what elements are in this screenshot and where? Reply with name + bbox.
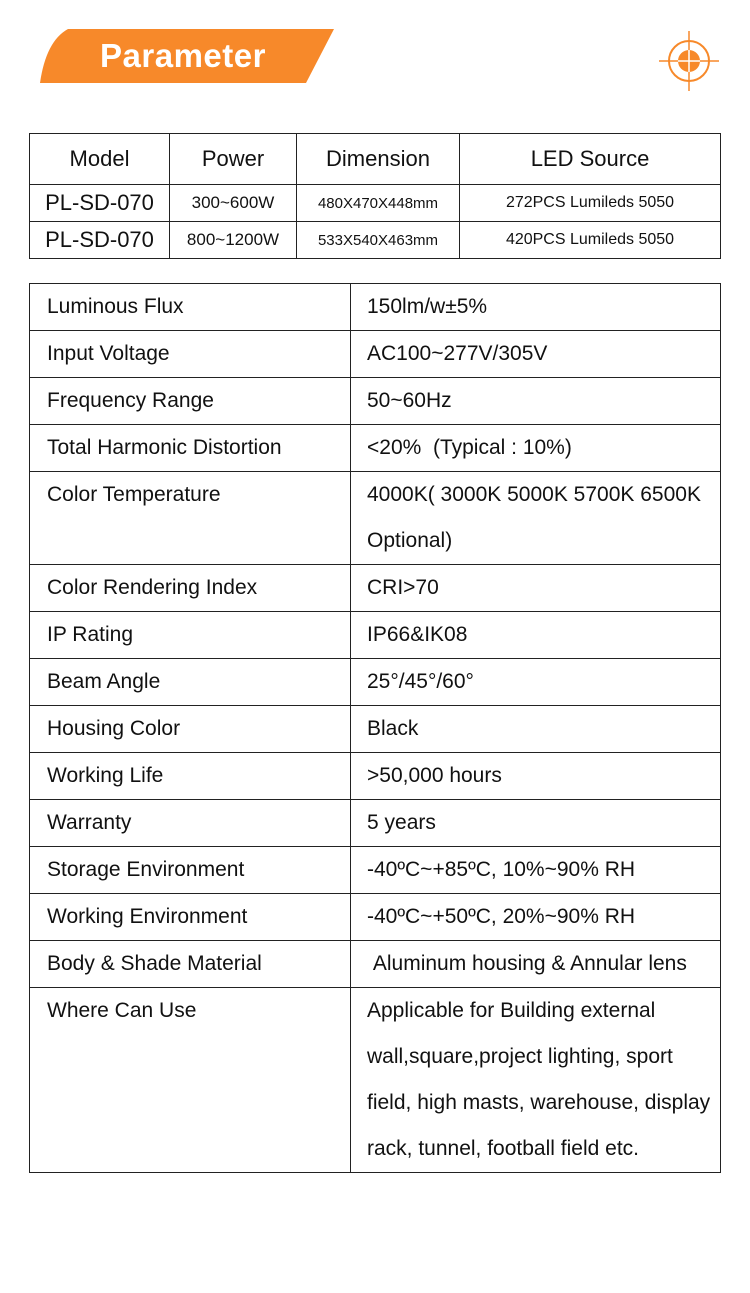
spec-label: Color Rendering Index [30, 565, 351, 612]
cell-dimension: 480X470X448mm [297, 185, 460, 222]
spec-label: Where Can Use [30, 988, 351, 1173]
spec-row [30, 847, 721, 894]
spec-label: IP Rating [30, 612, 351, 659]
spec-value: Aluminum housing & Annular lens [351, 941, 721, 988]
cell-model: PL-SD-070 [30, 222, 170, 259]
spec-row [30, 941, 721, 988]
column-header-power: Power [170, 134, 297, 185]
spec-value: Black [351, 706, 721, 753]
spec-value: AC100~277V/305V [351, 331, 721, 378]
spec-value: Applicable for Building external wall,square,project lighting, sport field, high masts, warehouse, display rack, tunnel, football field etc. [351, 988, 721, 1173]
spec-row [30, 378, 721, 425]
spec-row [30, 659, 721, 706]
column-header-dimension: Dimension [297, 134, 460, 185]
spec-row [30, 894, 721, 941]
column-header-led-source: LED Source [460, 134, 721, 185]
spec-label: Housing Color [30, 706, 351, 753]
spec-value: <20% (Typical : 10%) [351, 425, 721, 472]
spec-row [30, 800, 721, 847]
spec-value: IP66&IK08 [351, 612, 721, 659]
spec-value: -40ºC~+85ºC, 10%~90% RH [351, 847, 721, 894]
spec-label: Input Voltage [30, 331, 351, 378]
spec-label: Frequency Range [30, 378, 351, 425]
spec-label: Luminous Flux [30, 284, 351, 331]
spec-row [30, 331, 721, 378]
spec-label: Beam Angle [30, 659, 351, 706]
spec-value: -40ºC~+50ºC, 20%~90% RH [351, 894, 721, 941]
cell-led-source: 272PCS Lumileds 5050 [460, 185, 721, 222]
spec-label: Storage Environment [30, 847, 351, 894]
spec-label: Warranty [30, 800, 351, 847]
spec-value: 4000K( 3000K 5000K 5700K 6500K Optional) [351, 472, 721, 565]
table-row [30, 185, 721, 222]
cell-power: 800~1200W [170, 222, 297, 259]
spec-value: >50,000 hours [351, 753, 721, 800]
spec-label: Working Life [30, 753, 351, 800]
spec-row [30, 425, 721, 472]
cell-led-source: 420PCS Lumileds 5050 [460, 222, 721, 259]
spec-value: 5 years [351, 800, 721, 847]
spec-row [30, 472, 721, 565]
page-title: Parameter [100, 37, 266, 74]
spec-row [30, 753, 721, 800]
title-banner [40, 29, 312, 83]
spec-label: Color Temperature [30, 472, 351, 565]
spec-value: 50~60Hz [351, 378, 721, 425]
table-row [30, 222, 721, 259]
spec-label: Total Harmonic Distortion [30, 425, 351, 472]
column-header-model: Model [30, 134, 170, 185]
model-table-header-row [30, 134, 721, 185]
spec-row [30, 612, 721, 659]
spec-label: Body & Shade Material [30, 941, 351, 988]
crosshair-icon [657, 29, 721, 93]
spec-value: 150lm/w±5% [351, 284, 721, 331]
spec-row [30, 988, 721, 1173]
spec-row [30, 284, 721, 331]
spec-row [30, 706, 721, 753]
spec-value: 25°/45°/60° [351, 659, 721, 706]
cell-power: 300~600W [170, 185, 297, 222]
spec-value: CRI>70 [351, 565, 721, 612]
spec-row [30, 565, 721, 612]
cell-dimension: 533X540X463mm [297, 222, 460, 259]
spec-table [29, 283, 721, 1173]
spec-label: Working Environment [30, 894, 351, 941]
cell-model: PL-SD-070 [30, 185, 170, 222]
model-table [29, 133, 721, 259]
